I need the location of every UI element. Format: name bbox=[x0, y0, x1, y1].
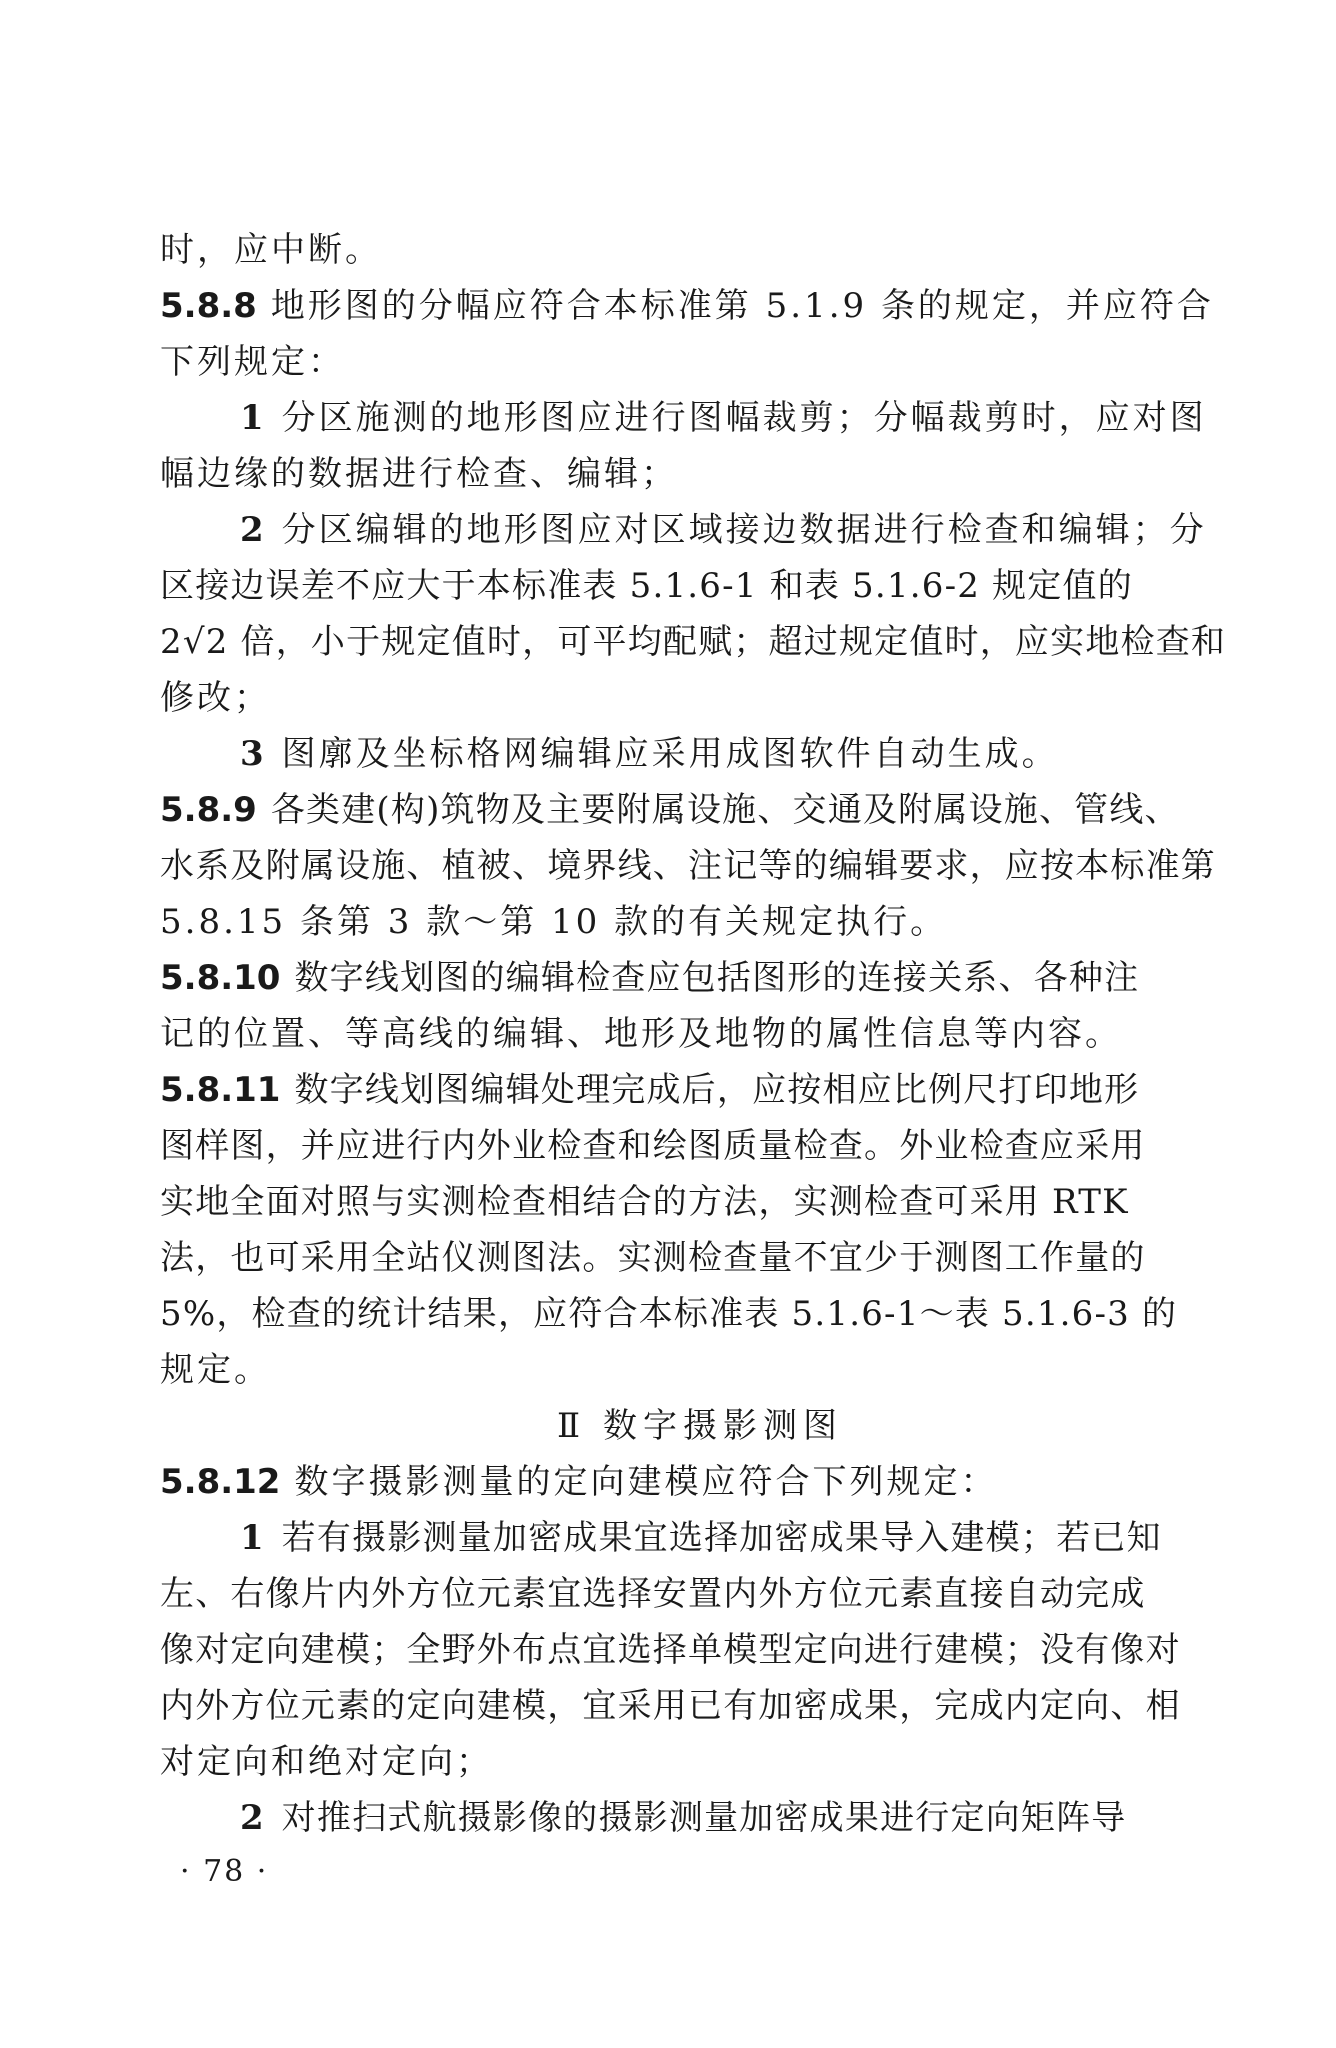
body-line: 水系及附属设施、植被、境界线、注记等的编辑要求，应按本标准第 bbox=[160, 846, 1216, 886]
clause-number: 5.8.10 bbox=[160, 958, 281, 998]
clause-5-8-11: 5.8.11 数字线划图编辑处理完成后，应按相应比例尺打印地形 bbox=[160, 1070, 1140, 1110]
list-item-2: 2 对推扫式航摄影像的摄影测量加密成果进行定向矩阵导 bbox=[240, 1798, 1127, 1838]
body-line: 法，也可采用全站仪测图法。实测检查量不宜少于测图工作量的 bbox=[160, 1238, 1146, 1278]
body-line: 实地全面对照与实测检查相结合的方法，实测检查可采用 RTK bbox=[160, 1182, 1129, 1222]
body-line: 区接边误差不应大于本标准表 5.1.6-1 和表 5.1.6-2 规定值的 bbox=[160, 566, 1133, 606]
body-line: 5.8.15 条第 3 款～第 10 款的有关规定执行。 bbox=[160, 902, 948, 942]
item-number: 2 bbox=[240, 510, 264, 550]
list-item-3: 3 图廓及坐标格网编辑应采用成图软件自动生成。 bbox=[240, 734, 1059, 774]
list-item-1: 1 分区施测的地形图应进行图幅裁剪；分幅裁剪时，应对图 bbox=[240, 398, 1207, 438]
item-number: 3 bbox=[240, 734, 264, 774]
item-number: 1 bbox=[240, 1518, 264, 1558]
body-line: 5%，检查的统计结果，应符合本标准表 5.1.6-1～表 5.1.6-3 的 bbox=[160, 1294, 1178, 1334]
body-line: 修改； bbox=[160, 678, 271, 718]
list-item-2: 2 分区编辑的地形图应对区域接边数据进行检查和编辑；分 bbox=[240, 510, 1207, 550]
clause-number: 5.8.11 bbox=[160, 1070, 281, 1110]
document-page bbox=[160, 222, 1227, 1846]
clause-number: 5.8.9 bbox=[160, 790, 257, 830]
section-heading: Ⅱ 数字摄影测图 bbox=[557, 1406, 843, 1446]
clause-5-8-9: 5.8.9 各类建(构)筑物及主要附属设施、交通及附属设施、管线、 bbox=[160, 790, 1180, 830]
clause-5-8-10: 5.8.10 数字线划图的编辑检查应包括图形的连接关系、各种注 bbox=[160, 958, 1140, 998]
body-line: 内外方位元素的定向建模，宜采用已有加密成果，完成内定向、相 bbox=[160, 1686, 1181, 1726]
body-line: 图样图，并应进行内外业检查和绘图质量检查。外业检查应采用 bbox=[160, 1126, 1146, 1166]
clause-number: 5.8.8 bbox=[160, 286, 257, 326]
clause-5-8-8: 5.8.8 地形图的分幅应符合本标准第 5.1.9 条的规定，并应符合 bbox=[160, 286, 1214, 326]
page-number: · 78 · bbox=[180, 1854, 269, 1889]
body-line: 左、右像片内外方位元素宜选择安置内外方位元素直接自动完成 bbox=[160, 1574, 1146, 1614]
body-line: 幅边缘的数据进行检查、编辑； bbox=[160, 454, 678, 494]
body-line: 2√2 倍，小于规定值时，可平均配赋；超过规定值时，应实地检查和 bbox=[160, 622, 1227, 662]
item-number: 2 bbox=[240, 1798, 264, 1838]
body-line: 规定。 bbox=[160, 1350, 271, 1390]
body-line: 时，应中断。 bbox=[160, 230, 382, 270]
body-line: 下列规定： bbox=[160, 342, 345, 382]
list-item-1: 1 若有摄影测量加密成果宜选择加密成果导入建模；若已知 bbox=[240, 1518, 1162, 1558]
clause-5-8-12: 5.8.12 数字摄影测量的定向建模应符合下列规定： bbox=[160, 1462, 998, 1502]
clause-number: 5.8.12 bbox=[160, 1462, 281, 1502]
body-line: 记的位置、等高线的编辑、地形及地物的属性信息等内容。 bbox=[160, 1014, 1122, 1054]
body-line: 对定向和绝对定向； bbox=[160, 1742, 493, 1782]
body-line: 像对定向建模；全野外布点宜选择单模型定向进行建模；没有像对 bbox=[160, 1630, 1181, 1670]
item-number: 1 bbox=[240, 398, 264, 438]
